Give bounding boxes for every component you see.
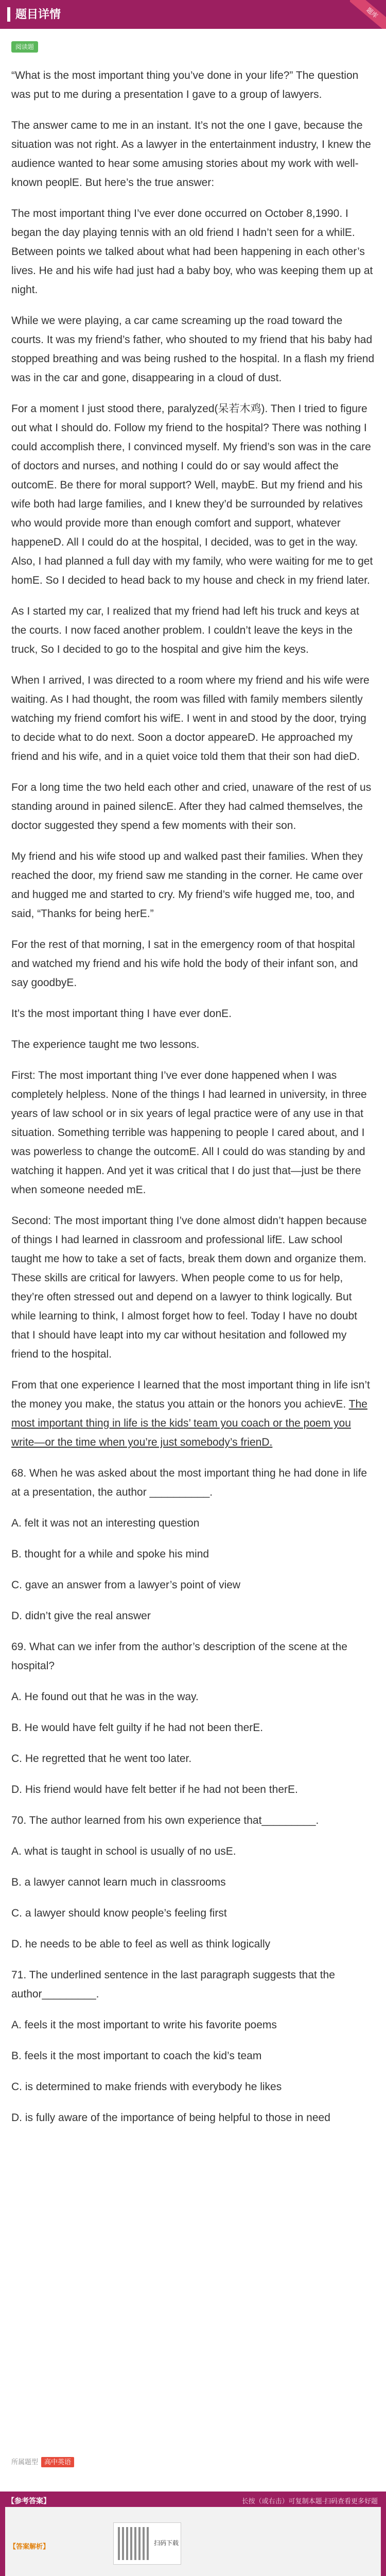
passage-paragraph: For the rest of that morning, I sat in the emergency room of that hospital and watched my friend and his wife hold the body of their infant son, and say goodbyE. xyxy=(11,939,358,989)
question-stem: 69. What can we infer from the author’s description of the scene at the hospital? xyxy=(11,1641,347,1672)
category-tag[interactable]: 高中英语 xyxy=(41,2457,74,2467)
page-header xyxy=(0,0,386,29)
answer-option[interactable]: D. didn’t give the real answer xyxy=(11,1610,151,1622)
answer-option[interactable]: B. feels it the most important to coach the kid’s team xyxy=(11,2050,262,2062)
analysis-label: 【答案解析】 xyxy=(9,2543,50,2550)
question-category xyxy=(11,2456,74,2467)
answer-option[interactable]: C. a lawyer should know people’s feeling first xyxy=(11,1907,227,1919)
answer-option[interactable]: A. what is taught in school is usually of no usE. xyxy=(11,1845,236,1857)
question-stem: 68. When he was asked about the most important thing he had done in life at a presentation, the author __________. xyxy=(11,1467,367,1498)
underlined-sentence: The most important thing in life is the kids’ team you coach or the poem you write—or the time when you’re just somebody’s frienD. xyxy=(11,1398,367,1448)
answer-option[interactable]: D. he needs to be able to feel as well as think logically xyxy=(11,1938,271,1950)
answer-option[interactable]: A. feels it the most important to write his favorite poems xyxy=(11,2019,277,2031)
header-accent-bar xyxy=(7,7,10,22)
corner-ribbon-label: 题库 xyxy=(350,0,386,29)
question-stem: 70. The author learned from his own experience that_________. xyxy=(11,1815,319,1826)
copy-hint: 长按（或右击）可复制本题·扫码查看更多好题 xyxy=(241,2497,378,2505)
passage-paragraph: First: The most important thing I’ve ever done happened when I was completely helpless. None of the things I had learned in university, in three years of law school or in six years of legal practice were of any use in that situation. Something terrible was happening to people I cared about, and I was powerless to change the outcomE. All I could do was standing by and watching it happen. And yet it was critical that I do just that—just be there when someone needed mE. xyxy=(11,1070,367,1196)
passage-paragraph: It’s the most important thing I have ever donE. xyxy=(11,1008,232,1020)
answer-option[interactable]: C. He regretted that he went too later. xyxy=(11,1753,192,1765)
passage-paragraph: For a moment I just stood there, paralyzed(呆若木鸡). Then I tried to figure out what I should do. Follow my friend to the hospital? There was nothing I could accomplish there, I convinced myself. My friend’s son was in the care of doctors and nurses, and nothing I could do or say would affect the outcomE. Be there for moral support? Well, maybE. But my friend and his wife both had large families, and I knew they’d be surrounded by relatives who would provide more than enough comfort and support, whatever happeneD. All I could do at the hospital, I decided, was to get in the way. Also, I had planned a full day with my family, who were waiting for me to get homE. So I decided to head back to my house and check in my friend later. xyxy=(11,403,373,586)
corner-ribbon xyxy=(350,0,386,29)
last-paragraph-lead: From that one experience I learned that the most important thing in life isn’t the money you make, the status you attain or the honors you achievE. xyxy=(11,1379,370,1410)
answer-panel xyxy=(5,2507,381,2576)
question-stem: 71. The underlined sentence in the last paragraph suggests that the author_________. xyxy=(11,1969,335,2000)
qr-caption: 扫码下载 xyxy=(154,2539,179,2547)
category-label: 所属题型 xyxy=(11,2458,39,2466)
qr-code-icon xyxy=(118,2527,151,2560)
answer-option[interactable]: C. gave an answer from a lawyer’s point of view xyxy=(11,1579,241,1591)
passage-paragraph: “What is the most important thing you’ve done in your life?” The question was put to me during a presentation I gave to a group of lawyers. xyxy=(11,70,359,100)
answer-option[interactable]: D. is fully aware of the importance of being helpful to those in need xyxy=(11,2112,330,2124)
passage-paragraph: Second: The most important thing I’ve done almost didn’t happen because of things I had learned in classroom and professional lifE. Law school taught me how to take a set of facts, break them down and organize them. These skills are critical for lawyers. When people come to us for help, they’re often stressed out and depend on a lawyer to think logically. But while learning to think, I almost forget how to feel. Today I have no doubt that I should have leapt into my car without hesitation and followed my friend to the hospital. xyxy=(11,1215,367,1360)
answer-option[interactable]: B. thought for a while and spoke his mind xyxy=(11,1548,209,1560)
passage-paragraph: While we were playing, a car came screaming up the road toward the courts. It was my friend’s father, who shouted to my friend that his baby had stopped breathing and was being rushed to the hospital. In a flash my friend was in the car and gone, disappearing in a cloud of dust. xyxy=(11,315,375,384)
answer-option[interactable]: B. He would have felt guilty if he had not been therE. xyxy=(11,1722,264,1734)
answer-label: 【参考答案】 xyxy=(7,2497,50,2505)
page-title: 题目详情 xyxy=(15,8,61,21)
answer-option[interactable]: B. a lawyer cannot learn much in classrooms xyxy=(11,1876,226,1888)
passage-paragraph: For a long time the two held each other and cried, unaware of the rest of us standing around in pained silencE. After they had calmed themselves, the doctor suggested they spend a few moments with their son. xyxy=(11,782,372,832)
qr-code[interactable] xyxy=(113,2522,181,2565)
answer-option[interactable]: C. is determined to make friends with everybody he likes xyxy=(11,2081,282,2093)
passage-paragraph: The experience taught me two lessons. xyxy=(11,1039,200,1050)
passage-paragraph: When I arrived, I was directed to a room where my friend and his wife were waiting. As I had thought, the room was filled with family members silently watching my friend comfort his wifE. I went in and stood by the door, trying to decide what to do next. Soon a doctor appeareD. He approached my friend and his wife, and in a quiet voice told them that their son had dieD. xyxy=(11,674,370,762)
passage-paragraph: The most important thing I’ve ever done occurred on October 8,1990. I began the day playing tennis with an old friend I hadn’t seen for a whilE. Between points we talked about what had been happening in each other’s lives. He and his wife had just had a baby boy, who was keeping them up at night. xyxy=(11,208,373,296)
answer-option[interactable]: D. His friend would have felt better if he had not been therE. xyxy=(11,1784,298,1795)
question-type-badge: 阅读题 xyxy=(11,41,38,53)
passage-paragraph: My friend and his wife stood up and walked past their families. When they reached the door, my friend saw me standing in the corner. He came over and hugged me and started to cry. My friend’s wife hugged me, too, and said, “Thanks for being herE.” xyxy=(11,851,363,920)
passage-paragraph: The answer came to me in an instant. It’s not the one I gave, because the situation was not right. As a lawyer in the entertainment industry, I knew the audience wanted to hear some amusing stories about my work with well-known peoplE. But here’s the true answer: xyxy=(11,120,371,189)
passage-paragraph: As I started my car, I realized that my friend had left his truck and keys at the courts. I now faced another problem. I couldn’t leave the keys in the truck, So I decided to go to the hospital and give him the keys. xyxy=(11,605,359,655)
passage-content xyxy=(11,66,375,2139)
answer-option[interactable]: A. felt it was not an interesting question xyxy=(11,1517,200,1529)
passage-paragraph-last xyxy=(11,1376,375,1452)
answer-option[interactable]: A. He found out that he was in the way. xyxy=(11,1691,199,1703)
